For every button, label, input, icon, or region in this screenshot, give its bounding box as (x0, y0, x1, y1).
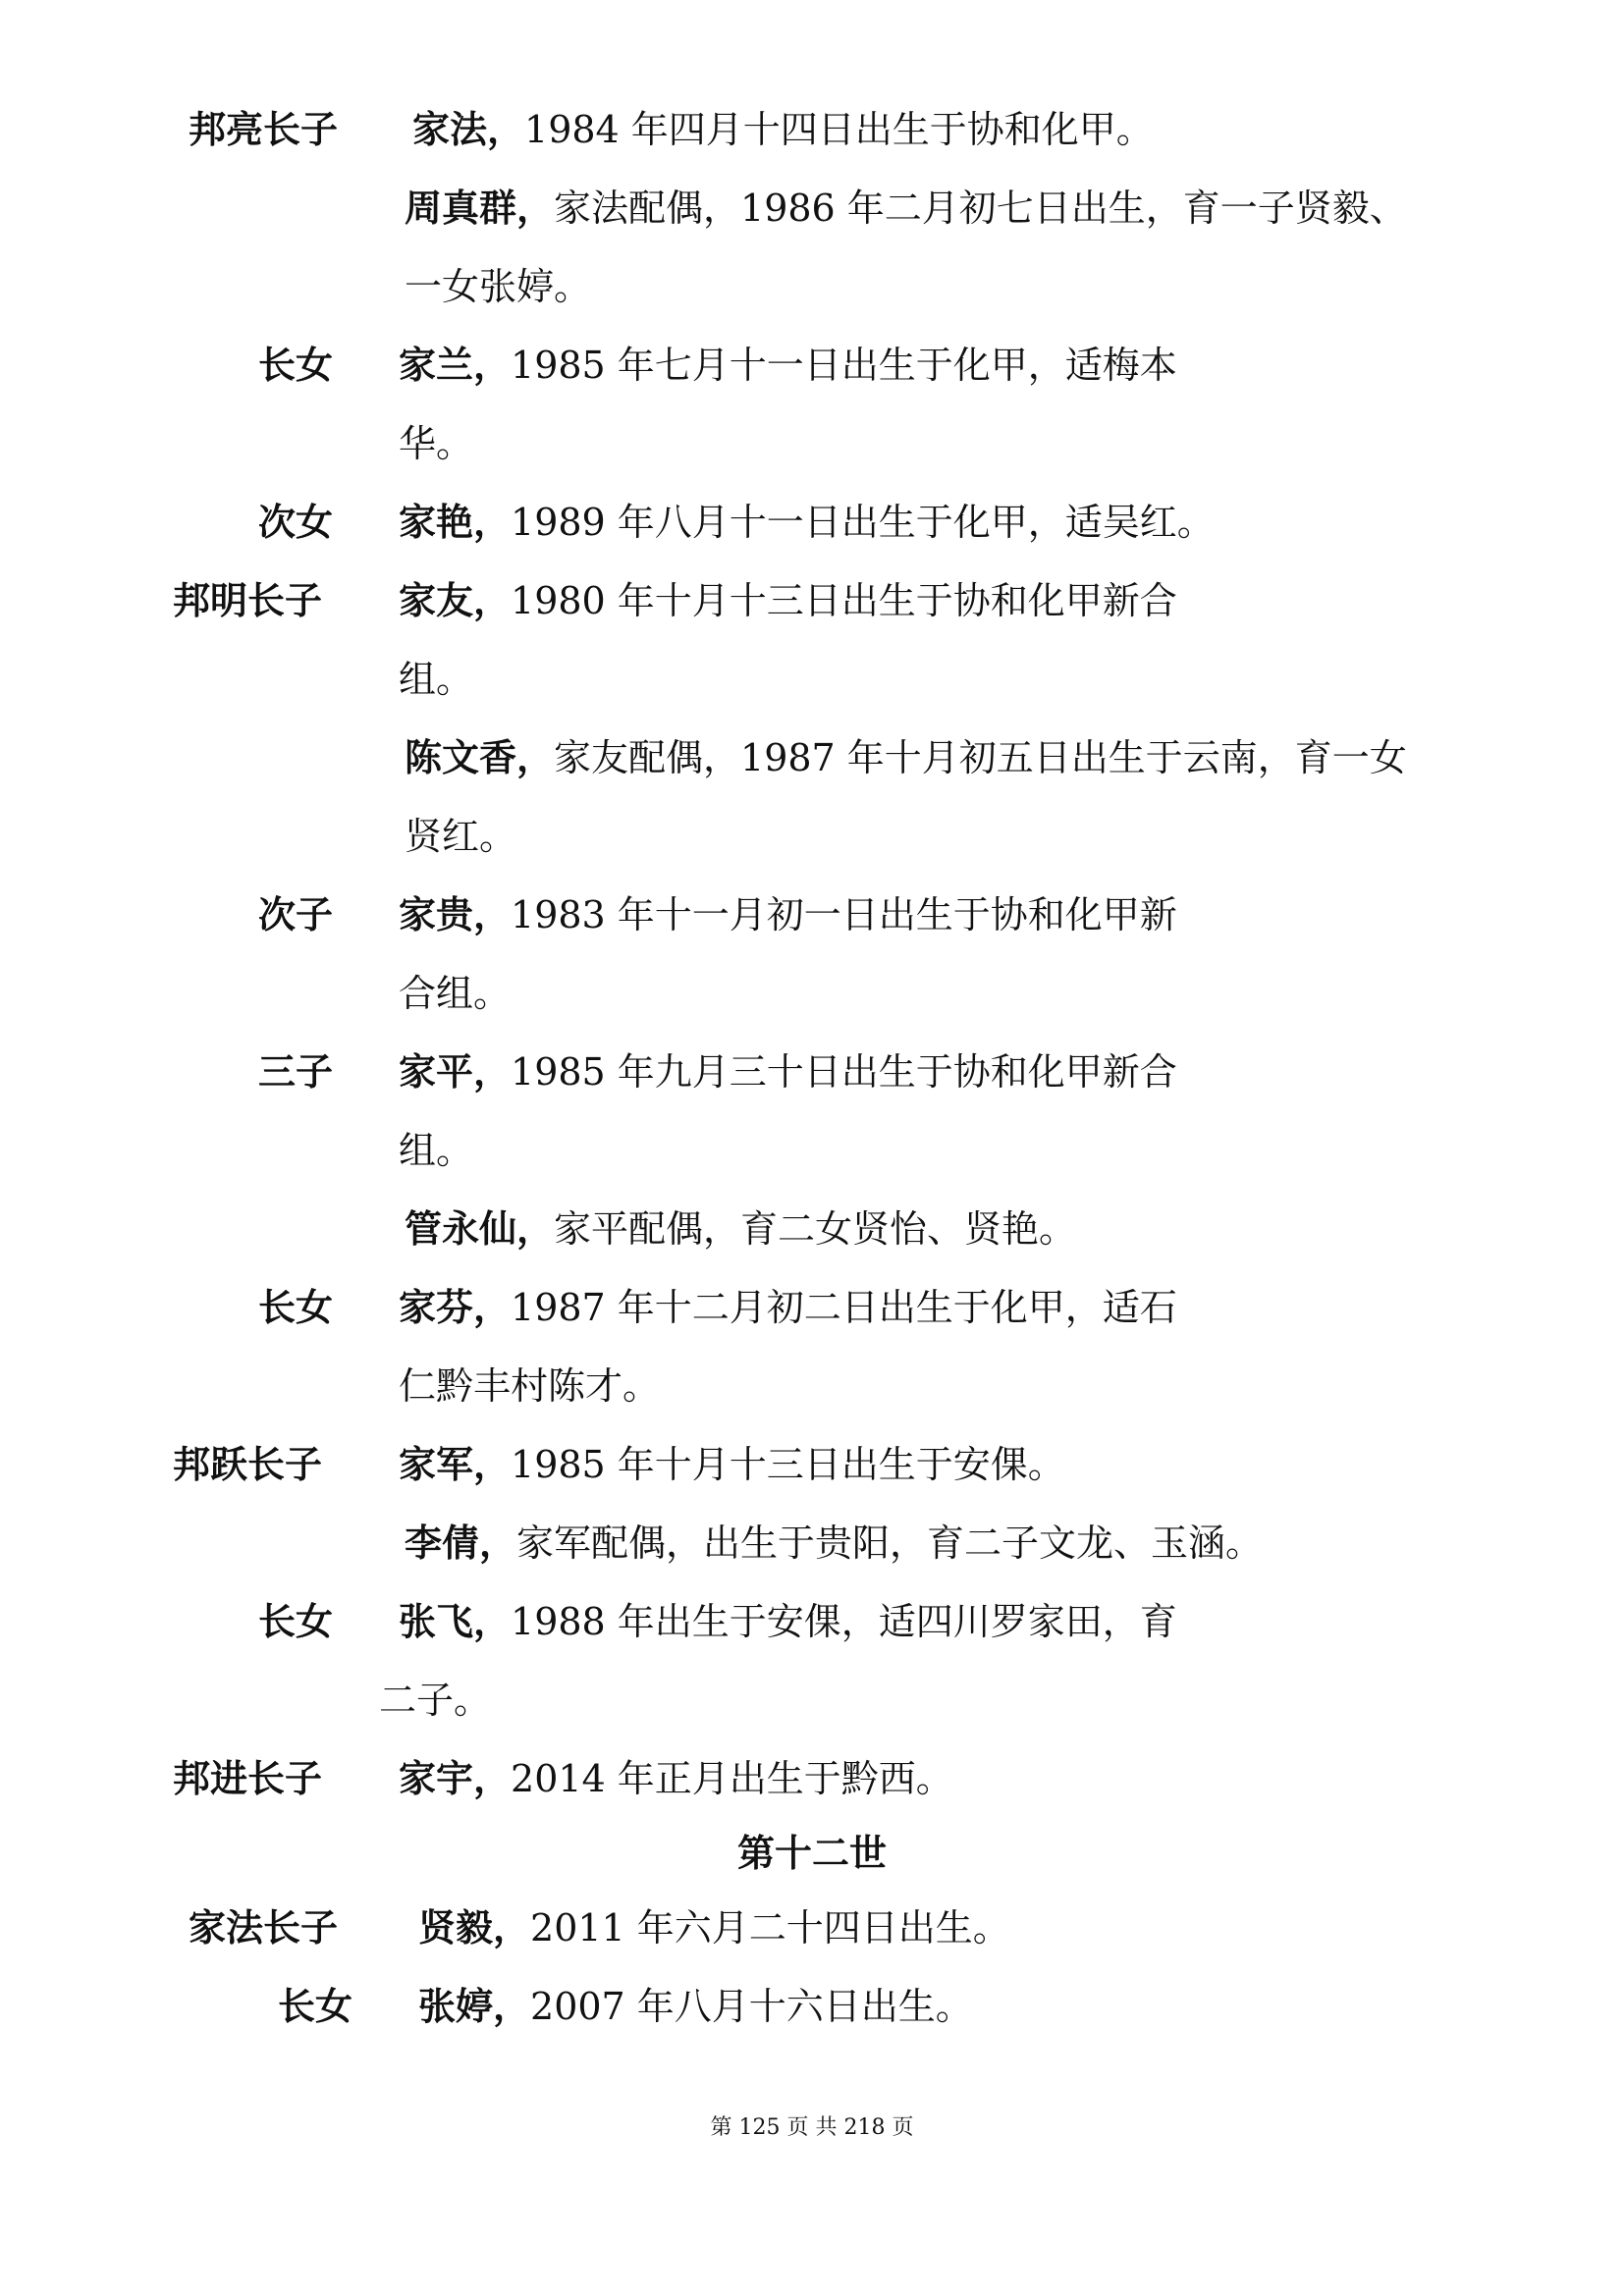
entry-row (258, 891, 333, 938)
spouse-name: 李倩， (405, 1521, 517, 1565)
spouse-description: 家平配偶，育二女贤怡、贤艳。 (554, 1207, 1077, 1251)
person-name: 家宇， (399, 1756, 512, 1800)
entry-description: 2011 年六月二十四日出生。 (530, 1906, 1010, 1949)
spouse-row (405, 734, 1407, 781)
entry-text (399, 1755, 953, 1802)
entry-text (399, 1598, 1177, 1645)
relation-label: 家法长子 (189, 1905, 339, 1949)
entry-row (258, 342, 333, 389)
page-footer: 第 125 页 共 218 页 (710, 2115, 914, 2140)
entry-description: 1987 年十二月初二日出生于化甲，适石 (511, 1286, 1177, 1329)
entry-row (173, 1441, 322, 1488)
relation-label: 邦进长子 (173, 1756, 323, 1800)
relation-label: 三子 (258, 1049, 334, 1094)
continuation-line (399, 1362, 660, 1410)
entry-text (399, 342, 1177, 389)
entry-row (278, 1983, 352, 2030)
person-name: 家艳， (399, 500, 512, 544)
entry-row (258, 1284, 333, 1331)
entry-text (418, 1983, 973, 2030)
continuation-text: 组。 (399, 1129, 474, 1172)
spouse-row (405, 1520, 1263, 1567)
continuation-text: 仁黔丰村陈才。 (399, 1364, 661, 1408)
entry-row (258, 1598, 333, 1645)
relation-label: 长女 (258, 343, 334, 387)
continuation-text: 合组。 (399, 972, 512, 1015)
entry-description: 1989 年八月十一日出生于化甲，适吴红。 (511, 501, 1215, 544)
person-name: 张飞， (399, 1599, 512, 1643)
relation-label: 长女 (278, 1984, 353, 2028)
entry-description: 1988 年出生于安倮，适四川罗家田，育 (511, 1600, 1177, 1643)
continuation-text: 一女张婷。 (405, 265, 592, 308)
relation-label: 次子 (258, 892, 334, 936)
continuation-line (405, 813, 516, 860)
spouse-name: 陈文香， (405, 735, 555, 779)
continuation-line (379, 1677, 491, 1724)
entry-text (399, 499, 1215, 546)
entry-row (189, 106, 338, 153)
entry-row (189, 1904, 338, 1951)
entry-text (412, 106, 1154, 153)
entry-text (399, 1048, 1177, 1095)
entry-description: 1985 年七月十一日出生于化甲，适梅本 (511, 344, 1177, 387)
relation-label: 长女 (258, 1599, 334, 1643)
relation-label: 长女 (258, 1285, 334, 1329)
entry-description: 1983 年十一月初一日出生于协和化甲新 (511, 893, 1177, 936)
entry-description: 2014 年正月出生于黔西。 (511, 1757, 953, 1800)
person-name: 贤毅， (418, 1905, 531, 1949)
person-name: 张婷， (418, 1984, 531, 2028)
entry-row (258, 1048, 333, 1095)
spouse-name: 管永仙， (405, 1206, 555, 1251)
entry-text (399, 1441, 1065, 1488)
entry-row (173, 1755, 322, 1802)
entry-text (418, 1904, 1010, 1951)
continuation-line (399, 970, 511, 1017)
entry-row (258, 499, 333, 546)
relation-label: 邦明长子 (173, 578, 323, 622)
entry-description: 1980 年十月十三日出生于协和化甲新合 (511, 579, 1177, 622)
continuation-line (399, 420, 473, 467)
continuation-line (399, 1127, 473, 1174)
entry-description: 1985 年十月十三日出生于安倮。 (511, 1443, 1065, 1486)
person-name: 家芬， (399, 1285, 512, 1329)
entry-description: 1985 年九月三十日出生于协和化甲新合 (511, 1050, 1177, 1094)
person-name: 家兰， (399, 343, 512, 387)
entry-row (173, 577, 322, 624)
spouse-description: 家友配偶，1987 年十月初五日出生于云南，育一女 (554, 736, 1407, 779)
spouse-description: 家军配偶，出生于贵阳，育二子文龙、玉涵。 (516, 1522, 1264, 1565)
person-name: 家法， (412, 107, 525, 151)
spouse-description: 家法配偶，1986 年二月初七日出生，育一子贤毅、 (554, 187, 1407, 230)
spouse-name: 周真群， (405, 186, 555, 230)
section-heading: 第十二世 (736, 1831, 887, 1875)
continuation-text: 二子。 (379, 1679, 492, 1722)
spouse-row (405, 185, 1407, 232)
person-name: 家平， (399, 1049, 512, 1094)
relation-label: 邦亮长子 (189, 107, 339, 151)
spouse-row (405, 1205, 1076, 1253)
person-name: 家军， (399, 1442, 512, 1486)
person-name: 家友， (399, 578, 512, 622)
entry-description: 2007 年八月十六日出生。 (530, 1985, 973, 2028)
entry-text (399, 891, 1177, 938)
continuation-line (405, 263, 591, 310)
continuation-text: 贤红。 (405, 815, 517, 858)
entry-text (399, 1284, 1177, 1331)
relation-label: 次女 (258, 500, 334, 544)
continuation-text: 华。 (399, 422, 474, 465)
person-name: 家贵， (399, 892, 512, 936)
entry-text (399, 577, 1177, 624)
continuation-line (399, 656, 473, 703)
relation-label: 邦跃长子 (173, 1442, 323, 1486)
entry-description: 1984 年四月十四日出生于协和化甲。 (524, 108, 1154, 151)
continuation-text: 组。 (399, 658, 474, 701)
